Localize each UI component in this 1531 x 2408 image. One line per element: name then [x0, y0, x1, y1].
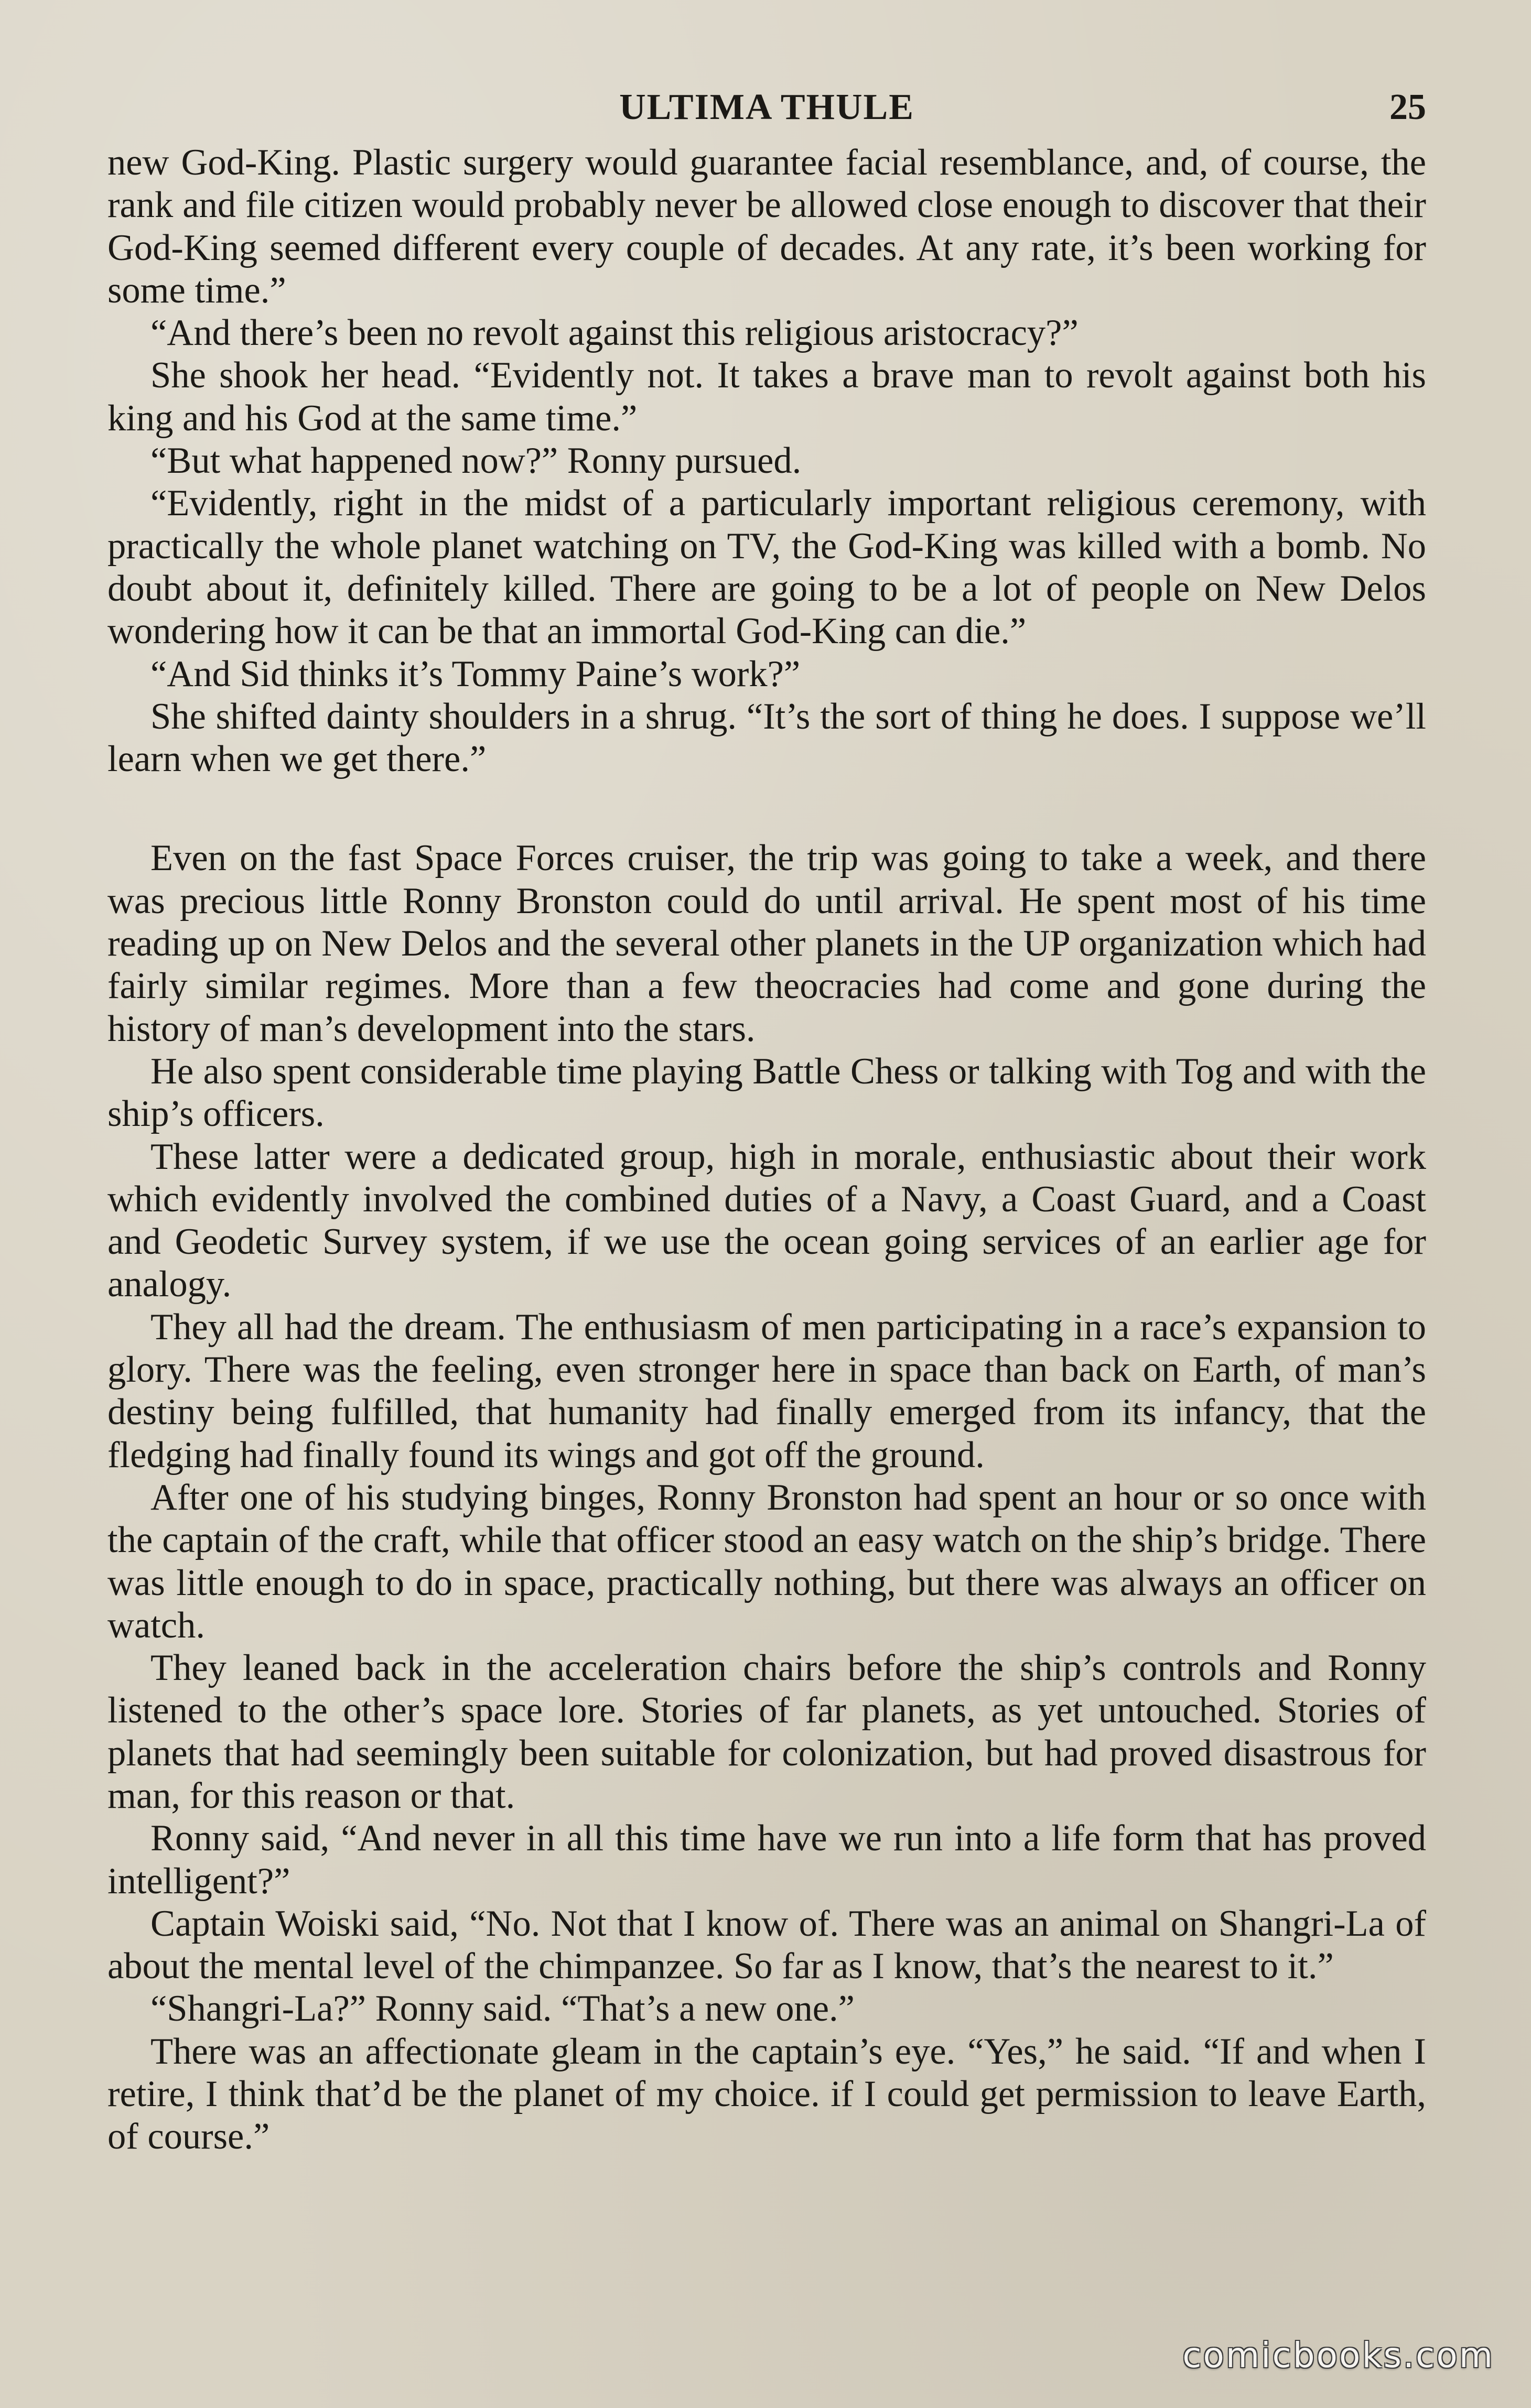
paragraph-section-start: Even on the fast Space Forces cruiser, the trip was going to take a week, and there was precious little Ronny Bronston could do until arrival. He spent most of his time reading up on New Delos and the several other planets in the UP organization which had fairly similar regimes. More than a few theocracies had come and gone during the history of man’s development into the stars. — [107, 838, 1426, 1049]
paragraph: There was an affectionate gleam in the captain’s eye. “Yes,” he said. “If and when I retire, I think that’d be the planet of my choice. if I could get permission to leave Earth, of course.” — [107, 2031, 1426, 2157]
body-text — [107, 142, 1426, 2158]
paragraph: “Shangri-La?” Ronny said. “That’s a new one.” — [150, 1988, 855, 2030]
paragraph: They all had the dream. The enthusiasm of men participating in a race’s expansion to glory. There was the feeling, even stronger here in space than back on Earth, of man’s destiny being fulfilled, that humanity had finally emerged from its infancy, that the fledging had finally found its wings and got off the ground. — [107, 1306, 1426, 1476]
running-title: ULTIMA THULE — [619, 87, 914, 127]
paragraph: These latter were a dedicated group, high in morale, enthusiastic about their work which evidently involved the combined duties of a Navy, a Coast Guard, and a Coast and Geodetic Survey system, if we use the ocean going services of an earlier age for analogy. — [107, 1136, 1426, 1305]
paragraph: They leaned back in the acceleration chairs before the ship’s controls and Ronny listened to the other’s space lore. Stories of far planets, as yet untouched. Stories of planets that had seemingly been suitable for colonization, but had proved disastrous for man, for this reason or that. — [107, 1647, 1426, 1816]
paragraph: He also spent considerable time playing Battle Chess or talking with Tog and with the ship’s officers. — [107, 1050, 1426, 1135]
paragraph-continuation: new God-King. Plastic surgery would guarantee facial resemblance, and, of course, the rank and file citizen would probably never be allowed close enough to discover that their God-King seemed different every couple of decades. At any rate, it’s been working for some time.” — [107, 142, 1426, 311]
page-number: 25 — [1389, 87, 1426, 127]
paragraph: “But what happened now?” Ronny pursued. — [150, 440, 802, 482]
paragraph: Ronny said, “And never in all this time have we run into a life form that has proved intelligent?” — [107, 1818, 1426, 1902]
paragraph: “And there’s been no revolt against this religious aristocracy?” — [150, 312, 1079, 354]
paragraph: She shifted dainty shoulders in a shrug. “It’s the sort of thing he does. I suppose we’ll learn when we get there.” — [107, 696, 1426, 780]
watermark: comicbooks.com — [1182, 2335, 1494, 2376]
paragraph: She shook her head. “Evidently not. It takes a brave man to revolt against both his king and his God at the same time.” — [107, 355, 1426, 439]
paragraph: After one of his studying binges, Ronny Bronston had spent an hour or so once with the captain of the craft, while that officer stood an easy watch on the ship’s bridge. There was little enough to do in space, practically nothing, but there was always an officer on watch. — [107, 1477, 1426, 1646]
paragraph: “Evidently, right in the midst of a particularly important religious ceremony, with practically the whole planet watching on TV, the God-King was killed with a bomb. No doubt about it, definitely killed. There are going to be a lot of people on New Delos wondering how it can be that an immortal God-King can die.” — [107, 483, 1426, 652]
paragraph: “And Sid thinks it’s Tommy Paine’s work?” — [150, 653, 801, 695]
running-head — [107, 79, 1426, 142]
paragraph: Captain Woiski said, “No. Not that I know of. There was an animal on Shangri-La of about the mental level of the chimpanzee. So far as I know, that’s the nearest to it.” — [107, 1903, 1426, 1987]
book-page — [107, 79, 1426, 2158]
